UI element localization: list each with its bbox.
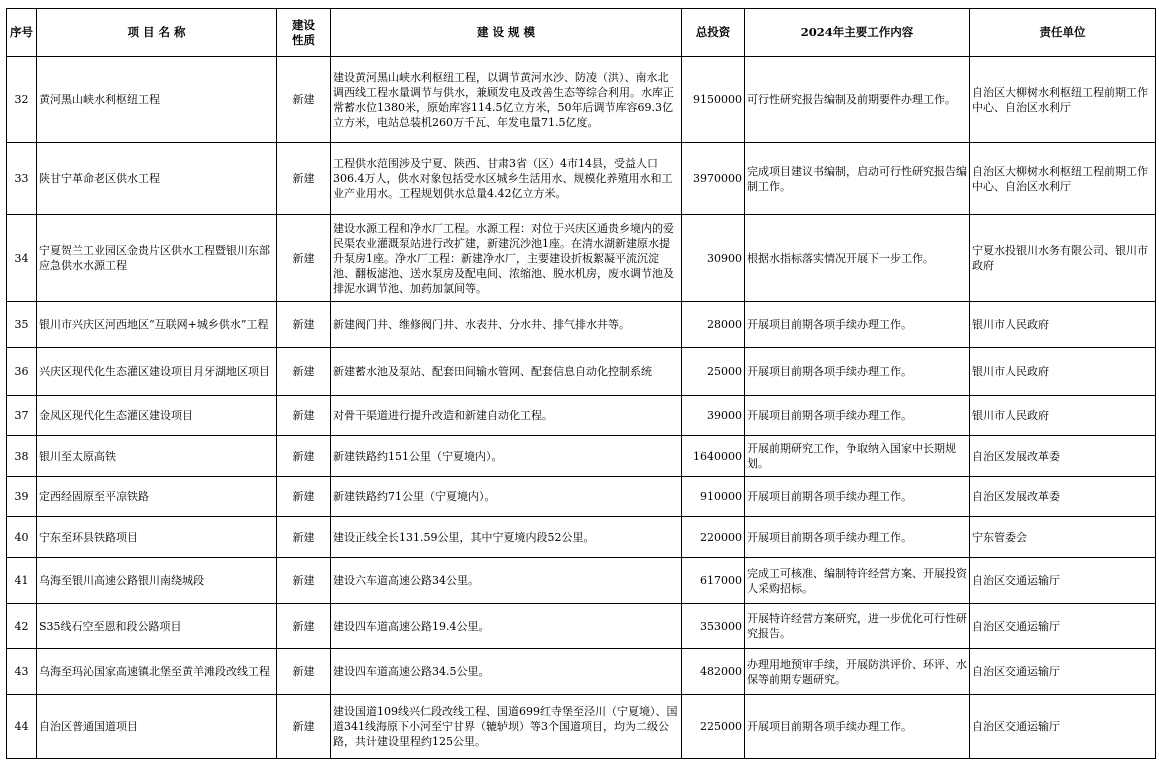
table-row [7, 558, 1156, 604]
cell-seq: 37 [7, 396, 37, 436]
cell-scale: 建设国道109线兴仁段改线工程、国道699红寺堡至泾川（宁夏境）、国道341线海原下小河至宁甘界（辘轳坝）等3个国道项目，均为二级公路，共计建设里程约125公里。 [331, 695, 682, 759]
cell-scale: 对骨干渠道进行提升改造和新建自动化工程。 [331, 396, 682, 436]
table-row [7, 477, 1156, 517]
cell-unit: 自治区交通运输厅 [970, 558, 1156, 604]
cell-seq: 36 [7, 348, 37, 396]
cell-work: 完成项目建议书编制，启动可行性研究报告编制工作。 [745, 143, 970, 215]
cell-investment: 3970000 [682, 143, 745, 215]
cell-work: 开展特许经营方案研究，进一步优化可行性研究报告。 [745, 604, 970, 649]
header-nature-line1: 建设 [292, 17, 315, 32]
cell-name: 定西经固原至平凉铁路 [37, 477, 277, 517]
cell-nature: 新建 [277, 215, 331, 302]
cell-unit: 宁夏水投银川水务有限公司、银川市政府 [970, 215, 1156, 302]
header-investment: 总投资 [682, 9, 745, 57]
cell-scale: 建设水源工程和净水厂工程。水源工程：对位于兴庆区通贵乡境内的爱民渠农业灌溉泵站进行改扩建，新建沉沙池1座。在清水湖新建原水提升泵房1座。净水厂工程：新建净水厂，主要建设折板絮凝平流沉淀池、翻板滤池、送水泵房及配电间、浓缩池、脱水机房，废水调节池及排泥水调节池、加药加氯间等。 [331, 215, 682, 302]
cell-seq: 44 [7, 695, 37, 759]
cell-unit: 自治区交通运输厅 [970, 649, 1156, 695]
cell-investment: 225000 [682, 695, 745, 759]
cell-name: 兴庆区现代化生态灌区建设项目月牙湖地区项目 [37, 348, 277, 396]
table-header-row [7, 9, 1156, 57]
cell-scale: 建设正线全长131.59公里，其中宁夏境内段52公里。 [331, 517, 682, 558]
cell-nature: 新建 [277, 649, 331, 695]
cell-seq: 39 [7, 477, 37, 517]
table-row [7, 604, 1156, 649]
cell-unit: 自治区交通运输厅 [970, 604, 1156, 649]
cell-nature: 新建 [277, 143, 331, 215]
cell-unit: 银川市人民政府 [970, 302, 1156, 348]
project-table-container [6, 8, 1156, 759]
cell-unit: 自治区大柳树水利枢纽工程前期工作中心、自治区水利厅 [970, 143, 1156, 215]
cell-work: 开展项目前期各项手续办理工作。 [745, 477, 970, 517]
cell-investment: 28000 [682, 302, 745, 348]
cell-unit: 自治区发展改革委 [970, 477, 1156, 517]
cell-scale: 工程供水范围涉及宁夏、陕西、甘肃3省（区）4市14县，受益人口306.4万人，供水对象包括受水区城乡生活用水、规模化养殖用水和工业产业用水。工程规划供水总量4.42亿立方米。 [331, 143, 682, 215]
cell-scale: 建设黄河黑山峡水利枢纽工程，以调节黄河水沙、防凌（洪）、南水北调西线工程水量调节与供水，兼顾发电及改善生态等综合利用。水库正常蓄水位1380米，原始库容114.5亿立方米，50年后调节库容69.3亿立方米，电站总装机260万千瓦、年发电量71.5亿度。 [331, 57, 682, 143]
cell-investment: 353000 [682, 604, 745, 649]
cell-work: 开展项目前期各项手续办理工作。 [745, 396, 970, 436]
cell-unit: 自治区大柳树水利枢纽工程前期工作中心、自治区水利厅 [970, 57, 1156, 143]
cell-name: 自治区普通国道项目 [37, 695, 277, 759]
table-row [7, 517, 1156, 558]
cell-investment: 1640000 [682, 436, 745, 477]
cell-work: 完成工可核准、编制特许经营方案、开展投资人采购招标。 [745, 558, 970, 604]
cell-work: 开展项目前期各项手续办理工作。 [745, 695, 970, 759]
cell-seq: 32 [7, 57, 37, 143]
header-nature [277, 9, 331, 57]
cell-name: 乌海至玛沁国家高速镇北堡至黄羊滩段改线工程 [37, 649, 277, 695]
cell-seq: 43 [7, 649, 37, 695]
cell-name: 宁东至环县铁路项目 [37, 517, 277, 558]
cell-scale: 建设四车道高速公路34.5公里。 [331, 649, 682, 695]
cell-scale: 新建蓄水池及泵站、配套田间输水管网、配套信息自动化控制系统 [331, 348, 682, 396]
cell-unit: 银川市人民政府 [970, 396, 1156, 436]
header-unit: 责任单位 [970, 9, 1156, 57]
cell-name: 乌海至银川高速公路银川南绕城段 [37, 558, 277, 604]
cell-seq: 34 [7, 215, 37, 302]
cell-seq: 33 [7, 143, 37, 215]
cell-investment: 30900 [682, 215, 745, 302]
cell-scale: 新建铁路约151公里（宁夏境内）。 [331, 436, 682, 477]
cell-nature: 新建 [277, 436, 331, 477]
cell-scale: 建设四车道高速公路19.4公里。 [331, 604, 682, 649]
cell-unit: 自治区交通运输厅 [970, 695, 1156, 759]
cell-nature: 新建 [277, 348, 331, 396]
cell-work: 办理用地预审手续，开展防洪评价、环评、水保等前期专题研究。 [745, 649, 970, 695]
header-work: 2024年主要工作内容 [745, 9, 970, 57]
cell-investment: 482000 [682, 649, 745, 695]
cell-work: 开展项目前期各项手续办理工作。 [745, 517, 970, 558]
cell-scale: 新建阀门井、维修阀门井、水表井、分水井、排气排水井等。 [331, 302, 682, 348]
header-scale: 建 设 规 模 [331, 9, 682, 57]
project-table [6, 8, 1156, 759]
cell-name: 银川市兴庆区河西地区“互联网+城乡供水”工程 [37, 302, 277, 348]
table-row [7, 215, 1156, 302]
cell-name: 银川至太原高铁 [37, 436, 277, 477]
table-row [7, 302, 1156, 348]
table-row [7, 695, 1156, 759]
cell-investment: 220000 [682, 517, 745, 558]
cell-unit: 银川市人民政府 [970, 348, 1156, 396]
cell-investment: 25000 [682, 348, 745, 396]
cell-work: 开展前期研究工作，争取纳入国家中长期规划。 [745, 436, 970, 477]
cell-seq: 42 [7, 604, 37, 649]
table-row [7, 436, 1156, 477]
cell-nature: 新建 [277, 695, 331, 759]
cell-scale: 建设六车道高速公路34公里。 [331, 558, 682, 604]
cell-investment: 39000 [682, 396, 745, 436]
cell-investment: 9150000 [682, 57, 745, 143]
header-name: 项 目 名 称 [37, 9, 277, 57]
cell-nature: 新建 [277, 302, 331, 348]
cell-scale: 新建铁路约71公里（宁夏境内）。 [331, 477, 682, 517]
header-seq: 序号 [7, 9, 37, 57]
cell-unit: 宁东管委会 [970, 517, 1156, 558]
cell-nature: 新建 [277, 396, 331, 436]
cell-investment: 910000 [682, 477, 745, 517]
cell-nature: 新建 [277, 57, 331, 143]
table-row [7, 57, 1156, 143]
header-nature-line2: 性质 [292, 32, 315, 47]
cell-name: 陕甘宁革命老区供水工程 [37, 143, 277, 215]
table-row [7, 649, 1156, 695]
cell-work: 开展项目前期各项手续办理工作。 [745, 302, 970, 348]
cell-name: 金凤区现代化生态灌区建设项目 [37, 396, 277, 436]
cell-work: 开展项目前期各项手续办理工作。 [745, 348, 970, 396]
cell-seq: 40 [7, 517, 37, 558]
cell-name: 宁夏贺兰工业园区金贵片区供水工程暨银川东部应急供水水源工程 [37, 215, 277, 302]
cell-nature: 新建 [277, 604, 331, 649]
cell-name: 黄河黑山峡水利枢纽工程 [37, 57, 277, 143]
cell-investment: 617000 [682, 558, 745, 604]
table-row [7, 143, 1156, 215]
cell-work: 根据水指标落实情况开展下一步工作。 [745, 215, 970, 302]
cell-seq: 38 [7, 436, 37, 477]
cell-seq: 41 [7, 558, 37, 604]
table-row [7, 396, 1156, 436]
cell-nature: 新建 [277, 517, 331, 558]
cell-name: S35线石空至恩和段公路项目 [37, 604, 277, 649]
cell-nature: 新建 [277, 477, 331, 517]
cell-work: 可行性研究报告编制及前期要件办理工作。 [745, 57, 970, 143]
cell-unit: 自治区发展改革委 [970, 436, 1156, 477]
cell-seq: 35 [7, 302, 37, 348]
cell-nature: 新建 [277, 558, 331, 604]
table-row [7, 348, 1156, 396]
